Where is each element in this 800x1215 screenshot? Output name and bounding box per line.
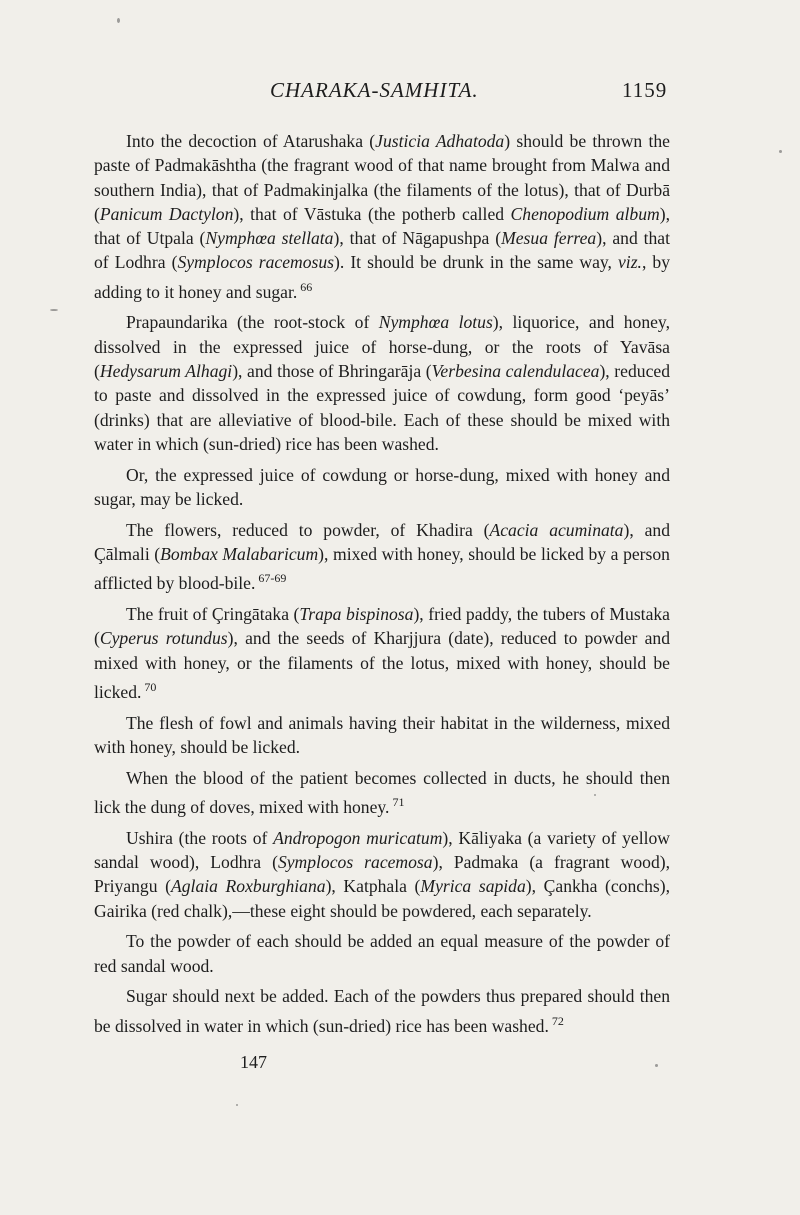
- botanical-name: Chenopodium album: [510, 203, 660, 224]
- botanical-name: Aglaia Roxburghiana: [171, 876, 326, 897]
- text-run: When the blood of the patient becomes collected in ducts, he should then lick the dung of doves, mixed with honey.: [94, 767, 670, 817]
- text-run: ), Çankha (conchs), Gairika (red chalk),—these eight should be powdered, each separately.: [94, 876, 670, 921]
- paragraph: [94, 711, 670, 760]
- botanical-name: Andropogon muricatum: [273, 827, 443, 848]
- paper-speck: [594, 794, 596, 796]
- paragraph: [94, 766, 670, 819]
- botanical-name: Hedysarum Alhagi: [99, 361, 233, 382]
- verse-number: 66: [300, 279, 313, 294]
- botanical-name: Symplocos racemosa: [277, 851, 433, 872]
- text-run: ) should be thrown the paste of Padmakāshtha (the fragrant wood of that name brought from Malwa and southern India), that of Padmakinjalka (the filaments of the lotus), that of Durbā (: [94, 131, 670, 224]
- botanical-name: Cyperus rotundus: [99, 628, 228, 649]
- botanical-name: Symplocos racemosus: [177, 252, 334, 273]
- paragraph: [94, 602, 670, 704]
- paragraph: [94, 929, 670, 978]
- text-run: The flowers, reduced to powder, of Khadira (: [126, 519, 490, 540]
- botanical-name: Justicia Adhatoda: [375, 131, 505, 151]
- paper-speck: [655, 1064, 658, 1067]
- paper-speck: [236, 1104, 238, 1106]
- paragraph: [94, 826, 670, 923]
- text-run: Or, the expressed juice of cowdung or horse-dung, mixed with honey and sugar, may be licked.: [94, 464, 670, 510]
- text-run: ), liquorice, and honey, dissolved in the expressed juice of horse-dung, or the roots of Yavāsa (: [94, 312, 670, 382]
- page-number: 1159: [622, 78, 668, 102]
- botanical-name: Myrica sapida: [420, 876, 526, 897]
- paragraph: [94, 518, 670, 596]
- paper-speck: [50, 309, 58, 311]
- text-run: The fruit of Çringātaka (: [126, 604, 300, 625]
- text-run: Into the decoction of Atarushaka (: [126, 131, 376, 151]
- text-run: ), Katphala (: [325, 876, 421, 897]
- verse-number: 67-69: [258, 571, 287, 586]
- paragraph: [94, 984, 670, 1037]
- running-title: CHARAKA-SAMHITA.: [270, 78, 479, 102]
- botanical-name: Nymphœa stellata: [205, 228, 334, 249]
- paper-speck: [117, 18, 120, 23]
- verse-number: 70: [144, 679, 157, 694]
- paragraph: [94, 310, 670, 456]
- verse-number: 72: [551, 1013, 564, 1028]
- text-run: ), and those of Bhringarāja (: [232, 361, 432, 382]
- text-run: ), and Çālmali (: [94, 519, 670, 565]
- text-run: Sugar should next be added. Each of the powders thus prepared should then be dissolved in water in which (sun-dried) rice has been washed.: [94, 986, 670, 1036]
- text-run: ), mixed with honey, should be licked by a person afflicted by blood-bile.: [94, 544, 670, 594]
- text-run: ). It should be drunk in the same way,: [334, 252, 618, 273]
- text-run: The flesh of fowl and animals having their habitat in the wilderness, mixed with honey, should be licked.: [94, 712, 670, 757]
- text-run: ), and that of Lodhra (: [94, 228, 671, 273]
- botanical-name: Mesua ferrea: [501, 228, 597, 249]
- botanical-name: Trapa bispinosa: [299, 604, 414, 625]
- botanical-name: Bombax Malabaricum: [160, 544, 319, 565]
- botanical-name: Acacia acuminata: [489, 519, 624, 540]
- botanical-name: Verbesina calendulacea: [431, 361, 600, 382]
- text-run: ), that of Utpala (: [94, 203, 671, 249]
- signature-mark: 147: [240, 1052, 267, 1072]
- text-run: ), that of Vāstuka (the potherb called: [233, 203, 511, 224]
- text-run: Ushira (the roots of: [126, 827, 274, 848]
- text-run: ), fried paddy, the tubers of Mustaka (: [94, 604, 670, 649]
- text-run: Prapaundarika (the root-stock of: [126, 312, 379, 333]
- paper-speck: [779, 150, 782, 153]
- text-run: ), reduced to paste and dissolved in the expressed juice of cowdung, form good ‘peyās’ (drinks) that are alleviative of blood-bile. Each of these should be mixed with water in which (sun-dried) rice has been washed.: [94, 361, 670, 454]
- paragraph: [94, 129, 670, 304]
- botanical-name: Panicum Dactylon: [99, 203, 234, 224]
- botanical-name: Nymphœa lotus: [378, 312, 493, 333]
- text-run: , by adding to it honey and sugar.: [94, 252, 671, 302]
- text-run: ), and the seeds of Kharjjura (date), reduced to powder and mixed with honey, or the filaments of the lotus, mixed with honey, should be licked.: [94, 628, 670, 702]
- text-run: ), Kāliyaka (a variety of yellow sandal wood), Lodhra (: [94, 827, 670, 872]
- text-run: ), that of Nāgapushpa (: [333, 228, 502, 249]
- botanical-name: viz.: [618, 252, 642, 273]
- text-run: ), Padmaka (a fragrant wood), Priyangu (: [94, 851, 670, 897]
- text-run: To the powder of each should be added an equal measure of the powder of red sandal wood.: [94, 931, 670, 976]
- body-text: [94, 129, 670, 1044]
- verse-number: 71: [392, 795, 405, 809]
- paragraph: [94, 463, 670, 512]
